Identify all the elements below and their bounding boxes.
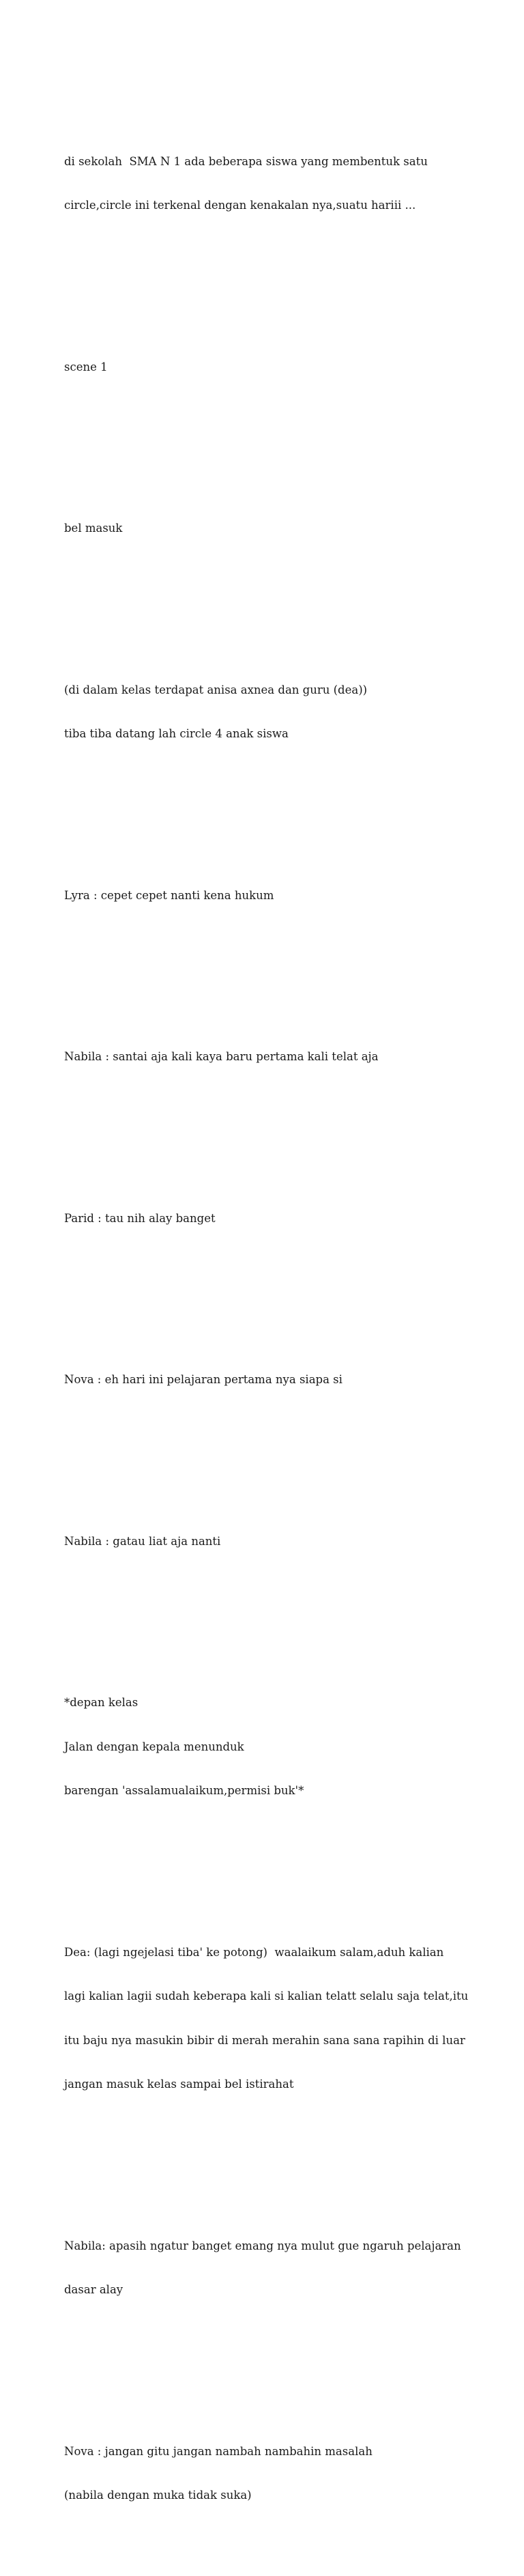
paragraph-gap [64,1123,474,1138]
paragraph-gap [64,272,474,287]
text-line: (di dalam kelas terdapat anisa axnea dan guru (dea)) [64,683,368,696]
text-line: Nova : jangan gitu jangan nambah nambahin masalah [64,2444,373,2458]
document-body [64,81,474,2576]
dialogue-line [64,1916,474,2121]
text-line: Parid : tau nih alay banget [64,1211,216,1225]
stage-direction [64,1666,474,1828]
text-line: dasar alay [64,2283,123,2296]
paragraph-gap [64,433,474,448]
text-line: Lyra : cepet cepet nanti kena hukum [64,888,274,902]
paragraph-gap [64,1607,474,1622]
text-line: circle,circle ini terkenal dengan kenakalan nya,suatu hariii ... [64,199,416,212]
dialogue-line [64,2209,474,2327]
text-line: Nova : eh hari ini pelajaran pertama nya siapa si [64,1373,343,1386]
dialogue-line [64,2415,474,2532]
text-line: itu baju nya masukin bibir di merah merahin sana sana rapihin di luar [64,2033,465,2047]
text-line: jangan masuk kelas sampai bel istirahat [64,2078,294,2091]
paragraph-gap [64,2151,474,2166]
text-line: Dea: (lagi ngejelasi tiba' ke potong) waalaikum salam,aduh kalian [64,1945,444,1959]
text-line: *depan kelas [64,1696,139,1709]
dialogue-line [64,859,474,933]
intro-paragraph [64,125,474,242]
stage-direction [64,653,474,771]
text-line: di sekolah SMA N 1 ada beberapa siswa yang membentuk satu [64,154,428,168]
dialogue-line [64,1020,474,1094]
text-line: barengan 'assalamualaikum,permisi buk'* [64,1784,304,1797]
text-line: lagi kalian lagii sudah keberapa kali si kalian telatt selalu saja telat,itu [64,1990,469,2002]
dialogue-line [64,1343,474,1417]
text-line: Nabila : santai aja kali kaya baru pertama kali telat aja [64,1050,379,1063]
text-line: scene 1 [64,360,108,373]
dialogue-line [64,1182,474,1256]
text-line: Jalan dengan kepala menunduk [64,1740,244,1753]
text-line: Nabila : gatau liat aja nanti [64,1534,221,1548]
text-line: Nabila: apasih ngatur banget emang nya mulut gue ngaruh pelajaran [64,2239,461,2252]
paragraph-gap [64,2356,474,2371]
paragraph-gap [64,1284,474,1299]
text-line: tiba tiba datang lah circle 4 anak siswa [64,727,289,740]
text-line: bel masuk [64,522,123,535]
paragraph-gap [64,961,474,976]
paragraph-gap [64,800,474,815]
paragraph-gap [64,1446,474,1461]
paragraph-gap [64,1857,474,1872]
paragraph-gap [64,595,474,610]
text-line: (nabila dengan muka tidak suka) [64,2489,252,2502]
dialogue-line [64,1505,474,1579]
scene-heading [64,330,474,404]
stage-direction [64,492,474,565]
